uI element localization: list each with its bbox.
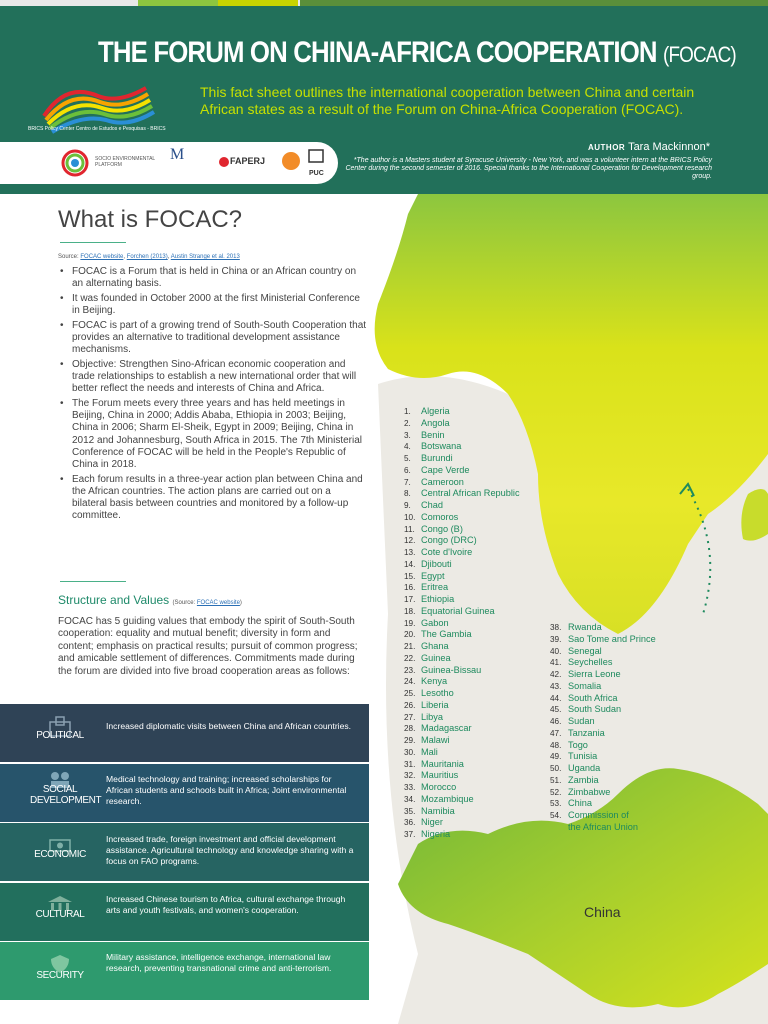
country-list-item: [404, 653, 520, 665]
list-item: • FOCAC is a Forum that is held in China or an African country on an alternating basis.: [58, 266, 368, 290]
ir-logo-icon: [280, 150, 302, 172]
country-name: Cote d'Ivoire: [421, 547, 473, 557]
country-name: Mali: [421, 746, 438, 757]
country-number: 54.: [550, 811, 562, 820]
country-list-item: [404, 759, 520, 771]
country-number: 22.: [404, 653, 416, 663]
country-number: 24.: [404, 677, 416, 687]
country-list-item: [550, 704, 656, 716]
author-footnote: *The author is a Masters student at Syracuse University - New York, and was a volunteer intern at the BRICS Policy Center during the second semester of 2016. Special thanks to the International Cooperation for Development research group.: [345, 157, 712, 180]
country-name: South Africa: [568, 692, 618, 703]
country-name: Sierra Leone: [568, 669, 621, 679]
country-list-item: [404, 735, 520, 747]
partner-name-2: FAPERJ: [230, 156, 266, 166]
country-list-item: [550, 751, 656, 763]
country-name: Mozambique: [421, 793, 474, 804]
brics-logo-icon: [36, 74, 156, 134]
country-number: 5.: [404, 454, 411, 463]
country-name: Rwanda: [568, 622, 602, 632]
area-text: Military assistance, intelligence exchange, international law research, preventing transnational crime and anti-terrorism.: [106, 952, 332, 973]
country-number: 11.: [404, 524, 415, 534]
area-label: CULTURAL: [35, 909, 85, 920]
country-number: 7.: [404, 477, 411, 487]
country-number: 48.: [550, 740, 562, 750]
country-name: Seychelles: [568, 657, 613, 668]
country-list-item: [404, 629, 520, 641]
country-name: Ethiopia: [421, 594, 455, 604]
country-number: 52.: [550, 787, 562, 797]
country-list-item: [404, 453, 520, 465]
country-list-item: [550, 669, 656, 681]
structure-rule: [60, 581, 126, 582]
country-number: 15.: [404, 571, 416, 581]
country-number: 27.: [404, 712, 416, 722]
country-number: 2.: [404, 418, 411, 428]
country-list-item: [550, 787, 656, 799]
country-number: 13.: [404, 548, 416, 557]
structure-source-link[interactable]: FOCAC website: [196, 600, 240, 606]
area-cultural: [0, 883, 369, 941]
country-name: Mauritius: [421, 770, 459, 781]
country-list-2: [550, 622, 656, 834]
country-list-item: [404, 618, 520, 630]
country-name: Guinea-Bissau: [421, 664, 482, 675]
country-list-item: [404, 723, 520, 735]
country-name: South Sudan: [568, 704, 622, 715]
country-name: Commission of: [568, 810, 629, 820]
country-name: Zimbabwe: [568, 786, 611, 797]
intro-text: This fact sheet outlines the international cooperation between China and certain African states as a result of the Forum on China-Africa Cooperation (FOCAC).: [200, 84, 695, 117]
country-number: 32.: [404, 771, 416, 781]
country-number: 12.: [404, 536, 416, 546]
country-list-item: [404, 606, 520, 618]
country-list-item: [404, 547, 520, 559]
country-name: Gabon: [421, 617, 449, 628]
partner-m-logo-icon: M: [170, 146, 185, 163]
china-map-label: China: [584, 904, 621, 920]
country-name: Zambia: [568, 774, 599, 785]
country-list-item: [404, 418, 520, 430]
country-number: 31.: [404, 759, 416, 769]
area-label: SECURITY: [36, 970, 84, 981]
country-number: 1.: [404, 407, 411, 416]
country-name: Madagascar: [421, 723, 472, 734]
country-list-item: [550, 634, 656, 646]
country-list-item: [550, 822, 656, 834]
country-number: 42.: [550, 670, 562, 679]
partner-name-3: PUC: [309, 170, 324, 177]
country-name: Namibia: [421, 805, 455, 816]
source-link-strange[interactable]: Austin Strange et al. 2013: [170, 254, 240, 260]
country-name: Niger: [421, 817, 443, 828]
area-security: [0, 942, 369, 1000]
country-number: 3.: [404, 430, 411, 440]
area-political: [0, 704, 369, 762]
structure-body: FOCAC has 5 guiding values that embody the spirit of South-South cooperation: equality and mutual benefit; diversity in form and content; emphasis on practical results; pursuit of common progress; and amicable settlement of differences. Commitments made during the forum are divided into five broad cooperation areas as follows:: [58, 616, 358, 677]
country-number: 8.: [404, 489, 411, 499]
partner-name-1: SOCIO ENVIRONMENTAL PLATFORM: [95, 156, 156, 168]
country-name: Egypt: [421, 570, 445, 581]
country-name: Burundi: [421, 453, 453, 463]
country-list-item: [550, 646, 656, 658]
country-name: Tanzania: [568, 727, 605, 738]
country-list-item: [404, 582, 520, 594]
partner-logos: [0, 142, 338, 184]
country-number: 17.: [404, 595, 416, 604]
area-economic: [0, 823, 369, 881]
country-number: 25.: [404, 689, 416, 698]
country-list-item: [404, 712, 520, 724]
country-name: Botswana: [421, 441, 462, 452]
country-list-item: [404, 641, 520, 653]
country-name: Angola: [421, 417, 450, 428]
country-number: 53.: [550, 799, 562, 809]
country-number: 14.: [404, 559, 416, 569]
area-social-development: [0, 764, 369, 822]
list-item: • The Forum meets every three years and has held meetings in Beijing, China in 2000; Addis Ababa, Ethiopia in 2003; Beijing, China in 2006; Sharm El-Sheik, Egypt in 2009; Beijing, China in 2012 and Johannesburg, South Africa in 2015. The 7th Ministerial Conference of FOCAC will be held in the People's Republic of China in 2018.: [58, 398, 368, 471]
source-link-forchen[interactable]: Forchen (2013): [126, 254, 168, 260]
country-number: 36.: [404, 818, 416, 828]
heading-rule: [60, 242, 126, 243]
country-name: Ghana: [421, 641, 449, 651]
faperj-logo-icon: [218, 154, 230, 170]
country-name: Kenya: [421, 676, 448, 687]
country-list-item: [404, 688, 520, 700]
socio-environmental-logo-icon: [60, 148, 90, 178]
country-name: Nigeria: [421, 829, 451, 839]
area-text: Increased trade, foreign investment and official development assistance. Agricultural technology and knowledge sharing with a focus on FAO programs.: [106, 834, 354, 866]
country-list-item: [404, 571, 520, 583]
structure-heading: Structure and Values (Source: FOCAC website): [58, 593, 242, 607]
list-item: • Objective: Strengthen Sino-African economic cooperation and trade relationships to establish a new international order that will better reflect the needs and interests of China and Africa.: [58, 359, 368, 396]
country-list-item: [550, 740, 656, 752]
country-number: 20.: [404, 630, 416, 640]
puc-logo-icon: [306, 148, 326, 170]
country-list-item: [404, 512, 520, 524]
country-list-item: [404, 500, 520, 512]
list-item: • It was founded in October 2000 at the first Ministerial Conference in Beijing.: [58, 293, 368, 317]
country-name: Liberia: [421, 699, 449, 710]
country-list-item: [404, 747, 520, 759]
author: AUTHOR Tara Mackinnon*: [587, 141, 710, 153]
country-number: 26.: [404, 700, 416, 710]
country-list-1: [404, 406, 520, 841]
country-number: 34.: [404, 794, 416, 804]
area-label: ECONOMIC: [34, 849, 86, 860]
country-name: Comoros: [421, 511, 459, 522]
country-list-item: [550, 693, 656, 705]
country-name: the African Union: [568, 821, 638, 832]
country-name: Eritrea: [421, 582, 449, 593]
country-name: China: [568, 798, 593, 809]
country-list-item: [404, 535, 520, 547]
country-list-item: [404, 594, 520, 606]
country-list-item: [404, 794, 520, 806]
country-list-item: [404, 488, 520, 500]
country-number: 35.: [404, 806, 416, 816]
country-name: Tunisia: [568, 751, 598, 762]
country-name: Lesotho: [421, 688, 454, 698]
page-title: THE FORUM ON CHINA-AFRICA COOPERATION (FOCAC): [98, 36, 736, 69]
country-name: Togo: [568, 739, 588, 750]
country-number: 47.: [550, 728, 562, 738]
country-name: Djibouti: [421, 558, 452, 569]
section-heading-what-is-focac: What is FOCAC?: [58, 206, 243, 233]
country-list-item: [550, 716, 656, 728]
area-label: POLITICAL: [36, 730, 84, 741]
country-name: Cape Verde: [421, 464, 470, 475]
country-number: 45.: [550, 705, 562, 715]
country-number: 21.: [404, 642, 416, 651]
country-list-item: [404, 782, 520, 794]
country-name: Sudan: [568, 716, 595, 726]
country-list-item: [404, 806, 520, 818]
country-name: Morocco: [421, 782, 457, 792]
focac-bullet-list: [58, 266, 368, 525]
area-label: SOCIAL DEVELOPMENT: [30, 784, 102, 806]
country-name: Libya: [421, 711, 443, 722]
country-name: The Gambia: [421, 629, 472, 640]
list-item: • Each forum results in a three-year action plan between China and the African countries. The action plans are carried out on a bilateral basis between countries and monitored by a follow-up committee.: [58, 474, 368, 523]
country-number: 18.: [404, 606, 416, 616]
country-list-item: [550, 622, 656, 634]
country-number: 39.: [550, 634, 562, 644]
country-list-item: [404, 817, 520, 829]
country-number: 29.: [404, 736, 416, 745]
country-list-item: [404, 430, 520, 442]
country-name: Sao Tome and Prince: [568, 633, 656, 644]
country-number: 44.: [550, 693, 562, 703]
country-number: 10.: [404, 512, 416, 522]
country-number: 28.: [404, 724, 416, 734]
country-number: 43.: [550, 681, 562, 691]
country-number: 50.: [550, 764, 562, 773]
country-list-item: [404, 676, 520, 688]
country-list-item: [404, 770, 520, 782]
country-name: Cameroon: [421, 476, 464, 487]
country-number: 9.: [404, 501, 411, 510]
country-list-item: [550, 728, 656, 740]
country-name: Mauritania: [421, 758, 464, 769]
country-list-item: [404, 477, 520, 489]
country-name: Senegal: [568, 645, 602, 656]
country-list-item: [404, 700, 520, 712]
country-number: 16.: [404, 583, 416, 593]
country-number: 41.: [550, 658, 562, 668]
country-list-item: [404, 524, 520, 536]
country-number: 49.: [550, 752, 562, 762]
country-list-item: [404, 665, 520, 677]
country-list-item: [404, 465, 520, 477]
area-text: Increased diplomatic visits between China and African countries.: [106, 721, 352, 731]
country-list-item: [550, 657, 656, 669]
country-name: Chad: [421, 500, 443, 510]
area-text: Medical technology and training; increased scholarships for African students and schools built in Africa; Joint environmental research.: [106, 774, 347, 806]
country-number: 4.: [404, 442, 411, 452]
country-name: Somalia: [568, 680, 602, 691]
country-name: Congo (B): [421, 523, 463, 534]
country-number: 23.: [404, 665, 416, 675]
country-name: Algeria: [421, 406, 450, 416]
country-list-item: [404, 559, 520, 571]
country-list-item: [550, 798, 656, 810]
country-name: Malawi: [421, 735, 450, 745]
country-number: 33.: [404, 783, 416, 792]
source-link-focac[interactable]: FOCAC website: [80, 254, 124, 260]
country-number: 37.: [404, 830, 416, 839]
country-list-item: [404, 406, 520, 418]
country-list-item: [404, 441, 520, 453]
country-number: 6.: [404, 465, 411, 475]
country-list-item: [550, 810, 656, 822]
country-number: 38.: [550, 623, 562, 632]
country-name: Equatorial Guinea: [421, 605, 495, 616]
sources-line: Source: FOCAC website, Forchen (2013), Austin Strange et al. 2013: [58, 254, 240, 260]
country-name: Benin: [421, 429, 445, 440]
country-list-item: [404, 829, 520, 841]
country-name: Congo (DRC): [421, 535, 477, 546]
area-text: Increased Chinese tourism to Africa, cultural exchange through arts and youth festivals, and women's cooperation.: [106, 894, 346, 915]
country-list-item: [550, 681, 656, 693]
country-name: Guinea: [421, 652, 451, 663]
country-number: 51.: [550, 775, 562, 785]
country-number: 19.: [404, 618, 416, 628]
country-name: Central African Republic: [421, 488, 520, 499]
country-number: 40.: [550, 646, 562, 656]
list-item: • FOCAC is part of a growing trend of South-South Cooperation that provides an alternative to traditional development assistance mechanisms.: [58, 320, 368, 357]
country-name: Uganda: [568, 763, 601, 773]
country-number: 30.: [404, 747, 416, 757]
brics-caption: BRICS Policy Center Centro de Estudos e Pesquisas - BRICS: [28, 126, 166, 132]
country-number: 46.: [550, 717, 562, 726]
country-list-item: [550, 775, 656, 787]
country-list-item: [550, 763, 656, 775]
